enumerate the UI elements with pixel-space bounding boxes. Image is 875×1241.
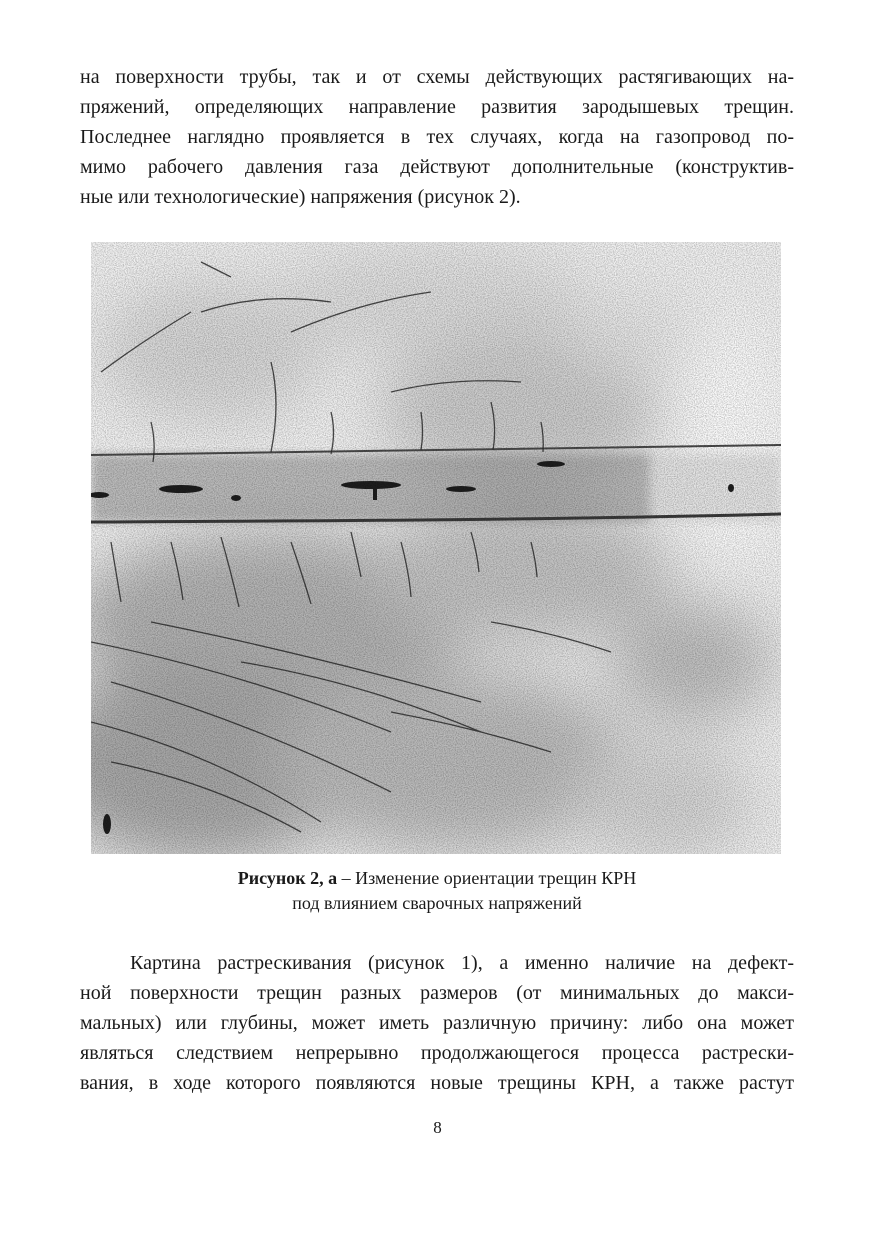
text-line: вания, в ходе которого появляются новые трещины КРН, а также растут (80, 1072, 794, 1094)
text-line: мальных) или глубины, может иметь различную причину: либо она может (80, 1012, 794, 1034)
text-line: Последнее наглядно проявляется в тех случаях, когда на газопровод по- (80, 126, 794, 148)
text-line: пряжений, определяющих направление развития зародышевых трещин. (80, 96, 794, 118)
text-line: Картина растрескивания (рисунок 1), а именно наличие на дефект- (130, 952, 794, 974)
caption-dash: – (337, 868, 356, 888)
text-line: ные или технологические) напряжения (рисунок 2). (80, 186, 521, 208)
caption-label: Рисунок 2, а (237, 868, 338, 888)
text-line: мимо рабочего давления газа действуют дополнительные (конструктив- (80, 156, 794, 178)
text-line: на поверхности трубы, так и от схемы действующих растягивающих на- (80, 66, 794, 88)
figure-caption-line-2: под влиянием сварочных напряжений (292, 893, 582, 913)
paragraph-2 (80, 948, 794, 1098)
text-line: ной поверхности трещин разных размеров (от минимальных до макси- (80, 982, 794, 1004)
figure-caption (80, 866, 794, 891)
crack-photo-figure (91, 242, 781, 854)
caption-text: Изменение ориентации трещин КРН (355, 868, 637, 888)
page-number: 8 (433, 1118, 442, 1137)
text-line: являться следствием непрерывно продолжающегося процесса растрески- (80, 1042, 794, 1064)
paragraph-1 (80, 62, 794, 212)
